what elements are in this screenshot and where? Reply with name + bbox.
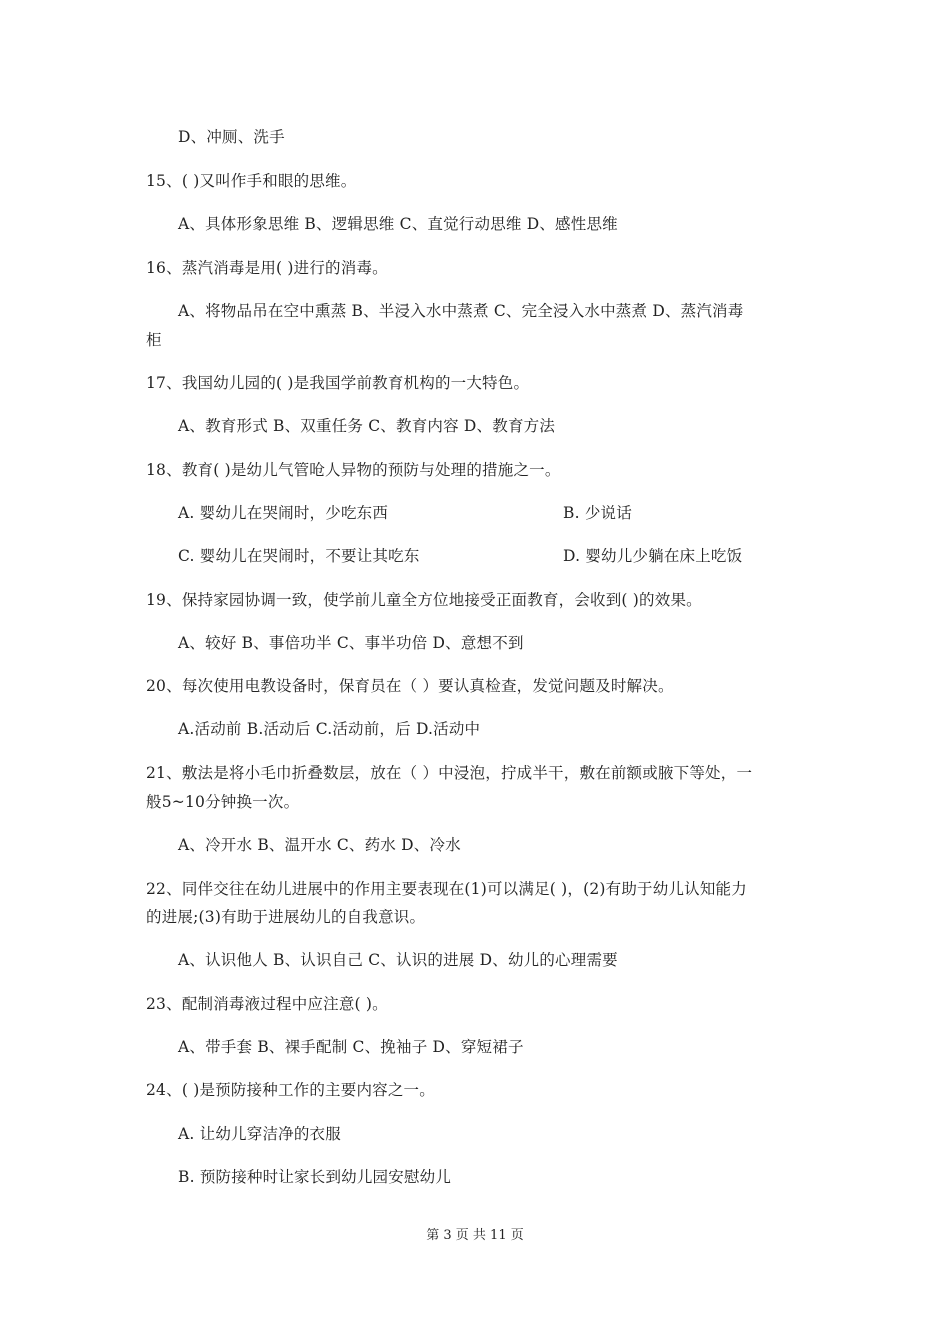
q18-option-a: A. 婴幼儿在哭闹时，少吃东西 — [178, 504, 389, 522]
q22-stem-line2: 的进展;(3)有助于进展幼儿的自我意识。 — [146, 908, 426, 926]
q22-options: A、认识他人 B、认识自己 C、认识的进展 D、幼儿的心理需要 — [178, 951, 618, 969]
q18-stem: 18、教育( )是幼儿气管呛人异物的预防与处理的措施之一。 — [146, 461, 561, 479]
q23-options: A、带手套 B、裸手配制 C、挽袖子 D、穿短裙子 — [178, 1038, 524, 1056]
q18-option-b: B. 少说话 — [563, 504, 632, 522]
q24-option-b: B. 预防接种时让家长到幼儿园安慰幼儿 — [178, 1168, 452, 1186]
q17-options: A、教育形式 B、双重任务 C、教育内容 D、教育方法 — [178, 417, 556, 435]
q24-stem: 24、( )是预防接种工作的主要内容之一。 — [146, 1081, 435, 1099]
q18-option-c: C. 婴幼儿在哭闹时，不要让其吃东 — [178, 547, 420, 565]
q15-options: A、具体形象思维 B、逻辑思维 C、直觉行动思维 D、感性思维 — [178, 215, 618, 233]
q21-stem-line1: 21、敷法是将小毛巾折叠数层，放在（ ）中浸泡，拧成半干，敷在前额或腋下等处，一 — [146, 764, 753, 782]
q16-options-line1: A、将物品吊在空中熏蒸 B、半浸入水中蒸煮 C、完全浸入水中蒸煮 D、蒸汽消毒 — [178, 302, 744, 320]
q17-stem: 17、我国幼儿园的( )是我国学前教育机构的一大特色。 — [146, 374, 530, 392]
q16-options-line2: 柜 — [146, 331, 162, 349]
q15-stem: 15、( )又叫作手和眼的思维。 — [146, 172, 357, 190]
q18-option-d: D. 婴幼儿少躺在床上吃饭 — [563, 547, 743, 565]
q19-options: A、较好 B、事倍功半 C、事半功倍 D、意想不到 — [178, 634, 524, 652]
q23-stem: 23、配制消毒液过程中应注意( )。 — [146, 995, 388, 1013]
q20-stem: 20、每次使用电教设备时，保育员在（ ）要认真检查，发觉问题及时解决。 — [146, 677, 674, 695]
q20-options: A.活动前 B.活动后 C.活动前，后 D.活动中 — [178, 720, 481, 738]
q19-stem: 19、保持家园协调一致，使学前儿童全方位地接受正面教育，会收到( )的效果。 — [146, 591, 702, 609]
q21-stem-line2: 般5~10分钟换一次。 — [146, 793, 300, 811]
q21-options: A、冷开水 B、温开水 C、药水 D、冷水 — [178, 836, 461, 854]
q16-stem: 16、蒸汽消毒是用( )进行的消毒。 — [146, 259, 388, 277]
page-number-footer: 第 3 页 共 11 页 — [426, 1228, 524, 1243]
q24-option-a: A. 让幼儿穿洁净的衣服 — [178, 1125, 341, 1143]
q14-option-d: D、冲厕、洗手 — [178, 128, 285, 146]
q22-stem-line1: 22、同伴交往在幼儿进展中的作用主要表现在(1)可以满足( )，(2)有助于幼儿认知能力 — [146, 880, 747, 898]
